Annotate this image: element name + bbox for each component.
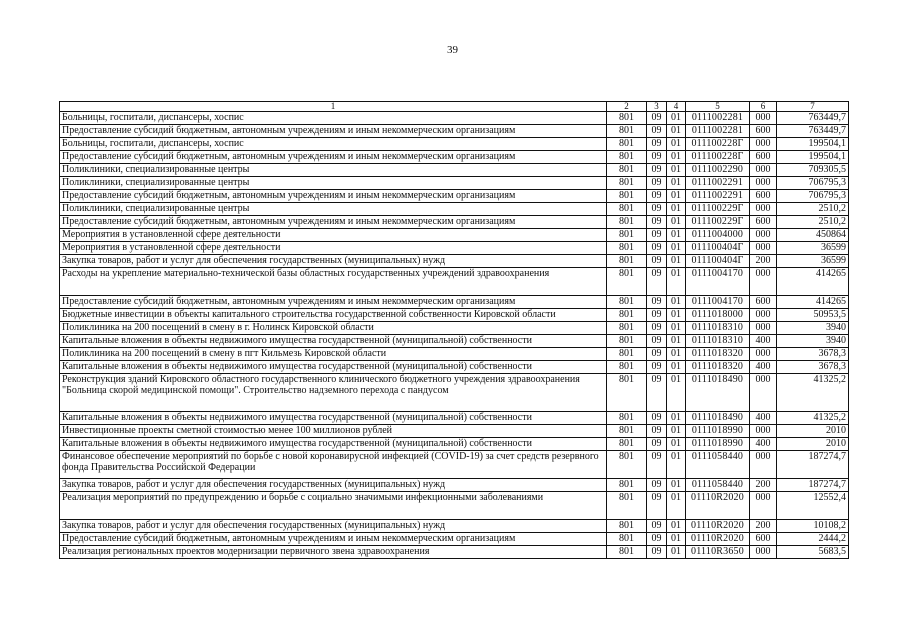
row-target-article: 0111018320 [686,348,750,361]
row-section: 09 [647,112,667,125]
row-subsection: 01 [667,492,686,520]
row-target-article: 011100228Г [686,151,750,164]
row-amount: 2510,2 [777,216,849,229]
row-subsection: 01 [667,190,686,203]
row-subsection: 01 [667,438,686,451]
table-row [60,322,849,335]
row-expense-type: 000 [750,451,777,479]
row-expense-type: 600 [750,125,777,138]
row-expense-type: 000 [750,348,777,361]
row-target-article: 0111002291 [686,177,750,190]
row-code: 801 [607,268,647,296]
row-code: 801 [607,492,647,520]
row-name: Капитальные вложения в объекты недвижимого имущества государственной (муниципальной) собственности [60,361,607,374]
table-row [60,425,849,438]
row-subsection: 01 [667,125,686,138]
row-amount: 36599 [777,255,849,268]
row-expense-type: 000 [750,242,777,255]
row-target-article: 0111058440 [686,451,750,479]
row-subsection: 01 [667,322,686,335]
row-target-article: 0111018310 [686,322,750,335]
row-name: Капитальные вложения в объекты недвижимого имущества государственной (муниципальной) собственности [60,335,607,348]
row-expense-type: 000 [750,425,777,438]
row-section: 09 [647,177,667,190]
row-name: Поликлиника на 200 посещений в смену в г. Нолинск Кировской области [60,322,607,335]
row-code: 801 [607,322,647,335]
row-code: 801 [607,533,647,546]
row-section: 09 [647,348,667,361]
row-subsection: 01 [667,242,686,255]
row-subsection: 01 [667,425,686,438]
row-section: 09 [647,268,667,296]
table-row [60,412,849,425]
row-expense-type: 400 [750,335,777,348]
row-code: 801 [607,138,647,151]
row-name: Закупка товаров, работ и услуг для обеспечения государственных (муниципальных) нужд [60,479,607,492]
row-expense-type: 000 [750,268,777,296]
row-name: Мероприятия в установленной сфере деятельности [60,229,607,242]
table-row [60,335,849,348]
row-section: 09 [647,533,667,546]
row-section: 09 [647,492,667,520]
row-subsection: 01 [667,412,686,425]
header-row [60,102,849,112]
table-row [60,190,849,203]
column-header: 1 [60,102,607,112]
row-subsection: 01 [667,296,686,309]
row-target-article: 011100404Г [686,242,750,255]
row-section: 09 [647,296,667,309]
column-header: 2 [607,102,647,112]
table-row [60,125,849,138]
row-amount: 3940 [777,335,849,348]
row-target-article: 0111018310 [686,335,750,348]
row-subsection: 01 [667,479,686,492]
row-target-article: 0111002281 [686,125,750,138]
row-section: 09 [647,151,667,164]
row-name: Мероприятия в установленной сфере деятельности [60,242,607,255]
table-row [60,203,849,216]
row-code: 801 [607,412,647,425]
table-row [60,361,849,374]
row-target-article: 0111004170 [686,296,750,309]
row-code: 801 [607,348,647,361]
row-amount: 2510,2 [777,203,849,216]
row-name: Поликлиники, специализированные центры [60,177,607,190]
row-expense-type: 600 [750,533,777,546]
row-expense-type: 200 [750,479,777,492]
row-subsection: 01 [667,112,686,125]
row-code: 801 [607,479,647,492]
table-row [60,151,849,164]
row-name: Больницы, госпитали, диспансеры, хоспис [60,112,607,125]
table-row [60,492,849,520]
row-subsection: 01 [667,229,686,242]
row-target-article: 0111002290 [686,164,750,177]
page-number: 39 [447,44,458,56]
table-row [60,309,849,322]
row-amount: 41325,2 [777,374,849,412]
row-section: 09 [647,361,667,374]
table-row [60,348,849,361]
row-expense-type: 000 [750,138,777,151]
row-expense-type: 600 [750,190,777,203]
row-expense-type: 400 [750,361,777,374]
row-section: 09 [647,412,667,425]
row-expense-type: 200 [750,255,777,268]
row-name: Поликлиника на 200 посещений в смену в пгт Кильмезь Кировской области [60,348,607,361]
row-code: 801 [607,177,647,190]
row-name: Реализация региональных проектов модернизации первичного звена здравоохранения [60,546,607,559]
column-header: 3 [647,102,667,112]
row-name: Предоставление субсидий бюджетным, автономным учреждениям и иным некоммерческим организациям [60,216,607,229]
row-expense-type: 600 [750,216,777,229]
table-row [60,438,849,451]
row-name: Поликлиники, специализированные центры [60,164,607,177]
row-name: Закупка товаров, работ и услуг для обеспечения государственных (муниципальных) нужд [60,255,607,268]
row-amount: 3940 [777,322,849,335]
row-code: 801 [607,361,647,374]
row-subsection: 01 [667,268,686,296]
row-code: 801 [607,216,647,229]
row-expense-type: 000 [750,322,777,335]
table-row [60,268,849,296]
row-amount: 706795,3 [777,177,849,190]
row-target-article: 0111002291 [686,190,750,203]
row-amount: 3678,3 [777,348,849,361]
row-target-article: 011100229Г [686,216,750,229]
row-expense-type: 000 [750,164,777,177]
row-expense-type: 000 [750,546,777,559]
row-section: 09 [647,190,667,203]
table-row [60,533,849,546]
table-row [60,255,849,268]
row-subsection: 01 [667,335,686,348]
row-amount: 763449,7 [777,125,849,138]
row-amount: 41325,2 [777,412,849,425]
row-section: 09 [647,438,667,451]
row-subsection: 01 [667,348,686,361]
row-name: Капитальные вложения в объекты недвижимого имущества государственной (муниципальной) собственности [60,438,607,451]
row-name: Финансовое обеспечение мероприятий по борьбе с новой коронавирусной инфекцией (COVID-19) за счет средств резервного фонда Правительства Российской Федерации [60,451,607,479]
row-target-article: 0111002281 [686,112,750,125]
row-amount: 187274,7 [777,479,849,492]
row-subsection: 01 [667,361,686,374]
row-section: 09 [647,138,667,151]
row-name: Реализация мероприятий по предупреждению и борьбе с социально значимыми инфекционными заболеваниями [60,492,607,520]
column-header: 7 [777,102,849,112]
row-amount: 706795,3 [777,190,849,203]
table-row [60,138,849,151]
row-code: 801 [607,190,647,203]
column-header: 6 [750,102,777,112]
row-section: 09 [647,164,667,177]
table-row [60,479,849,492]
row-code: 801 [607,374,647,412]
row-name: Больницы, госпитали, диспансеры, хоспис [60,138,607,151]
row-code: 801 [607,438,647,451]
table-row [60,374,849,412]
row-amount: 709305,5 [777,164,849,177]
row-amount: 50953,5 [777,309,849,322]
row-name: Поликлиники, специализированные центры [60,203,607,216]
row-section: 09 [647,242,667,255]
row-code: 801 [607,520,647,533]
column-header: 5 [686,102,750,112]
row-section: 09 [647,546,667,559]
table-row [60,520,849,533]
row-code: 801 [607,309,647,322]
row-name: Реконструкция зданий Кировского областного государственного клинического бюджетного учреждения здравоохранения "Больница скорой медицинской помощи". Строительство надземного перехода с пандусом [60,374,607,412]
row-code: 801 [607,242,647,255]
row-amount: 36599 [777,242,849,255]
row-subsection: 01 [667,177,686,190]
table-row [60,242,849,255]
table-row [60,177,849,190]
row-name: Капитальные вложения в объекты недвижимого имущества государственной (муниципальной) собственности [60,412,607,425]
row-expense-type: 000 [750,177,777,190]
row-amount: 2444,2 [777,533,849,546]
row-target-article: 0111018990 [686,438,750,451]
row-expense-type: 000 [750,492,777,520]
row-name: Предоставление субсидий бюджетным, автономным учреждениям и иным некоммерческим организациям [60,296,607,309]
row-target-article: 01110R2020 [686,520,750,533]
row-target-article: 01110R2020 [686,492,750,520]
row-section: 09 [647,125,667,138]
row-section: 09 [647,229,667,242]
row-expense-type: 400 [750,438,777,451]
row-section: 09 [647,255,667,268]
row-amount: 3678,3 [777,361,849,374]
table-row [60,451,849,479]
row-name: Предоставление субсидий бюджетным, автономным учреждениям и иным некоммерческим организациям [60,125,607,138]
column-header: 4 [667,102,686,112]
row-section: 09 [647,520,667,533]
row-target-article: 0111018320 [686,361,750,374]
row-name: Предоставление субсидий бюджетным, автономным учреждениям и иным некоммерческим организациям [60,533,607,546]
row-amount: 199504,1 [777,138,849,151]
row-amount: 10108,2 [777,520,849,533]
row-expense-type: 000 [750,374,777,412]
table-row [60,229,849,242]
row-subsection: 01 [667,533,686,546]
row-subsection: 01 [667,309,686,322]
row-code: 801 [607,546,647,559]
row-subsection: 01 [667,255,686,268]
row-name: Закупка товаров, работ и услуг для обеспечения государственных (муниципальных) нужд [60,520,607,533]
row-amount: 199504,1 [777,151,849,164]
row-section: 09 [647,425,667,438]
table-row [60,112,849,125]
row-target-article: 0111018490 [686,412,750,425]
row-name: Инвестиционные проекты сметной стоимостью менее 100 миллионов рублей [60,425,607,438]
row-code: 801 [607,255,647,268]
row-section: 09 [647,374,667,412]
row-subsection: 01 [667,216,686,229]
row-subsection: 01 [667,546,686,559]
row-target-article: 011100404Г [686,255,750,268]
row-amount: 187274,7 [777,451,849,479]
row-subsection: 01 [667,164,686,177]
row-expense-type: 200 [750,520,777,533]
row-section: 09 [647,216,667,229]
row-code: 801 [607,425,647,438]
row-amount: 414265 [777,268,849,296]
row-subsection: 01 [667,520,686,533]
row-amount: 450864 [777,229,849,242]
row-code: 801 [607,296,647,309]
row-amount: 2010 [777,425,849,438]
row-name: Предоставление субсидий бюджетным, автономным учреждениям и иным некоммерческим организациям [60,190,607,203]
row-section: 09 [647,479,667,492]
row-target-article: 0111018990 [686,425,750,438]
row-target-article: 0111004000 [686,229,750,242]
row-amount: 763449,7 [777,112,849,125]
row-target-article: 01110R2020 [686,533,750,546]
row-name: Бюджетные инвестиции в объекты капитального строительства государственной собственности Кировской области [60,309,607,322]
row-expense-type: 000 [750,112,777,125]
row-code: 801 [607,203,647,216]
row-subsection: 01 [667,151,686,164]
row-expense-type: 000 [750,229,777,242]
budget-table [59,101,849,559]
row-code: 801 [607,335,647,348]
row-section: 09 [647,203,667,216]
row-amount: 414265 [777,296,849,309]
table-row [60,216,849,229]
row-expense-type: 000 [750,309,777,322]
row-code: 801 [607,451,647,479]
row-code: 801 [607,151,647,164]
row-code: 801 [607,125,647,138]
row-name: Расходы на укрепление материально-технической базы областных государственных учреждений здравоохранения [60,268,607,296]
table-row [60,164,849,177]
row-section: 09 [647,335,667,348]
row-subsection: 01 [667,203,686,216]
row-amount: 5683,5 [777,546,849,559]
table-row [60,296,849,309]
row-expense-type: 600 [750,151,777,164]
row-subsection: 01 [667,374,686,412]
row-section: 09 [647,322,667,335]
row-expense-type: 600 [750,296,777,309]
row-section: 09 [647,309,667,322]
row-code: 801 [607,112,647,125]
row-target-article: 011100228Г [686,138,750,151]
row-code: 801 [607,229,647,242]
row-subsection: 01 [667,138,686,151]
row-target-article: 0111004170 [686,268,750,296]
row-expense-type: 400 [750,412,777,425]
table-row [60,546,849,559]
row-subsection: 01 [667,451,686,479]
row-target-article: 0111058440 [686,479,750,492]
row-name: Предоставление субсидий бюджетным, автономным учреждениям и иным некоммерческим организациям [60,151,607,164]
row-expense-type: 000 [750,203,777,216]
row-amount: 2010 [777,438,849,451]
row-code: 801 [607,164,647,177]
row-target-article: 0111018000 [686,309,750,322]
row-target-article: 011100229Г [686,203,750,216]
row-target-article: 01110R3650 [686,546,750,559]
row-target-article: 0111018490 [686,374,750,412]
row-section: 09 [647,451,667,479]
row-amount: 12552,4 [777,492,849,520]
